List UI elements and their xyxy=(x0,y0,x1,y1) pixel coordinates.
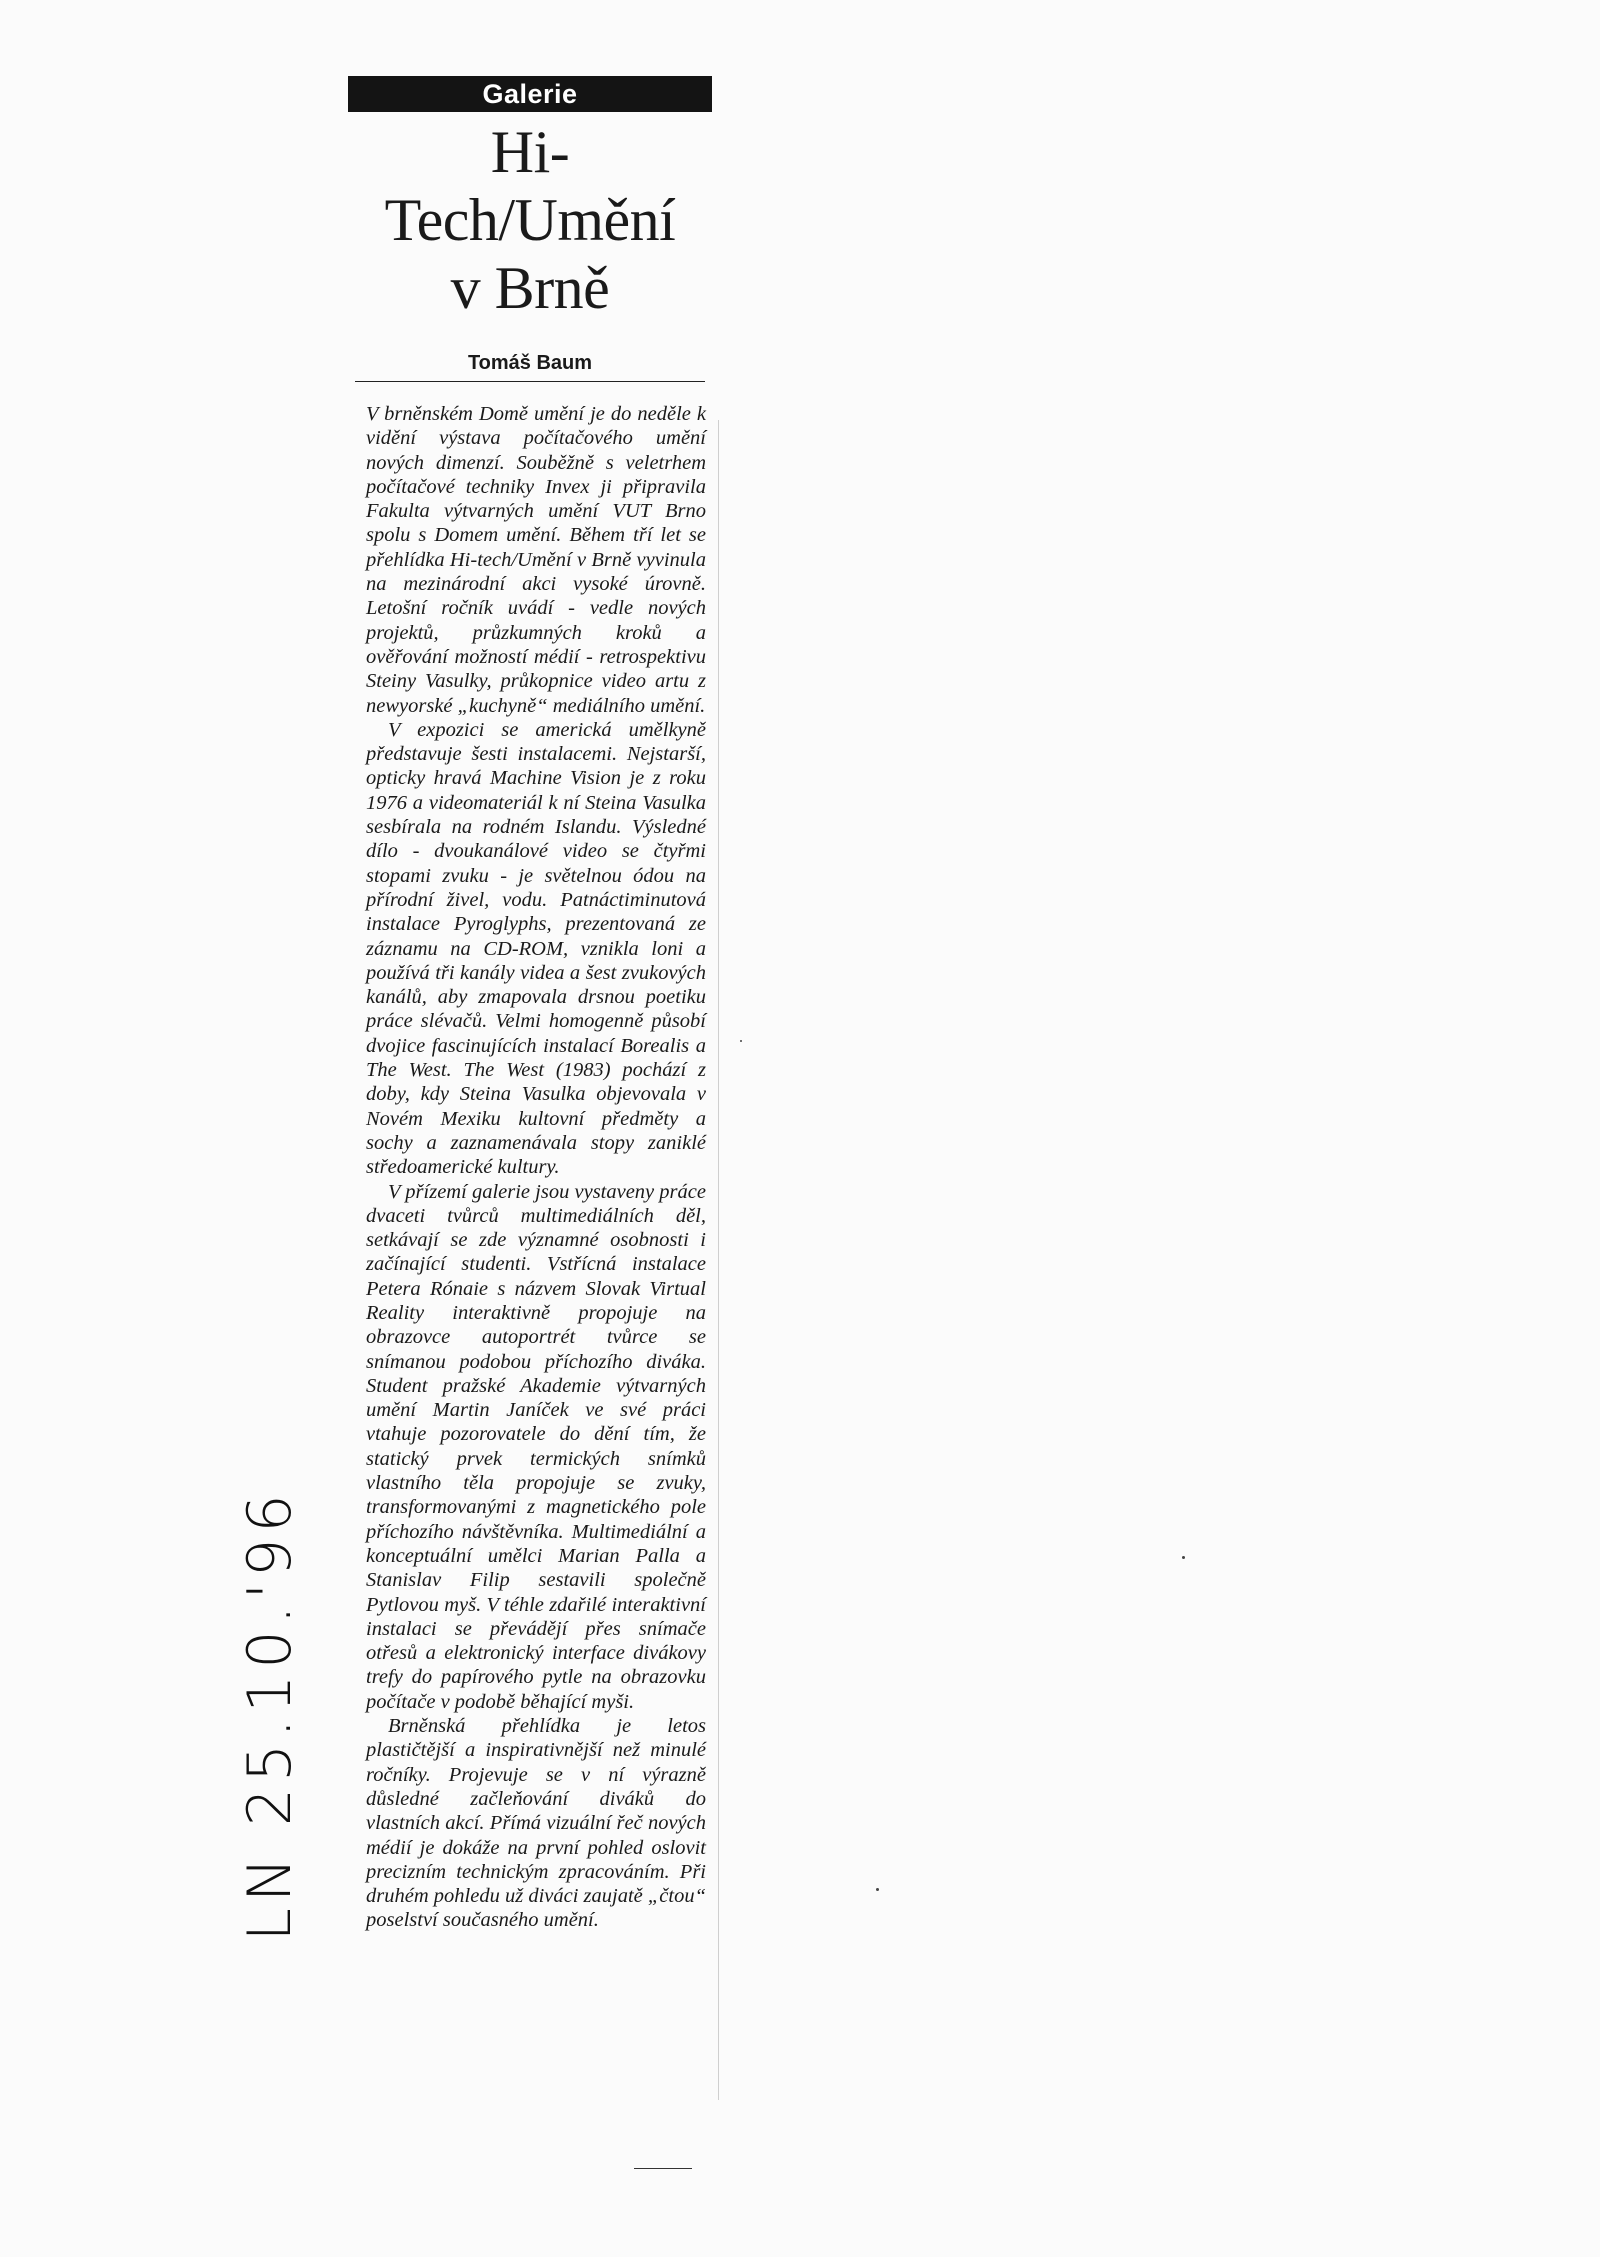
scan-speck xyxy=(740,1040,742,1042)
article-paragraph: V přízemí galerie jsou vystaveny práce dvaceti tvůrců multimediálních děl, setkávají se zde významné osobnosti i začínající studenti. Vstřícná instalace Petera Rónaie s názvem Slovak Virtual Reality interaktivně propojuje na obrazovce autoportrét tvůrce se snímanou podobou příchozího diváka. Student pražské Akademie výtvarných umění Martin Janíček ve své práci vtahuje pozorovatele do dění tím, že statický prvek termických snímků vlastního těla propojuje se zvuky, transformovanými z magnetického pole příchozího návštěvníka. Multimediální a konceptuální umělci Marian Palla a Stanislav Filip sestavili společně Pytlovou myš. V téhle zdařilé interaktivní instalaci se převádějí přes snímače otřesů a elektronický interface divákovy trefy do papírového pytle na obrazovku počítače v podobě běhající myši. xyxy=(366,1180,706,1713)
scan-speck xyxy=(1182,1556,1185,1559)
article-paragraph: V expozici se americká umělkyně představuje šesti instalacemi. Nejstarší, opticky hravá Machine Vision je z roku 1976 a videomateriál k ní Steina Vasulka sesbírala na rodném Islandu. Výsledné dílo - dvoukanálové video se čtyřmi stopami zvuku - je světelnou ódou na přírodní živel, vodu. Patnáctiminutová instalace Pyroglyphs, prezentovaná ze záznamu na CD-ROM, vznikla loni a používá tři kanály videa a šest zvukových kanálů, aby zmapovala drsnou poetiku práce slévačů. Velmi homogenně působí dvojice fascinujících instalací Borealis a The West. The West (1983) pochází z doby, kdy Steina Vasulka objevovala v Novém Mexiku kultovní předměty a sochy a zaznamenávala stopy zaniklé středoamerické kultury. xyxy=(366,718,706,1179)
byline-divider xyxy=(355,381,705,382)
article-paragraph: Brněnská přehlídka je letos plastičtější a inspirativnější než minulé ročníky. Projevuje se v ní výrazně důsledné začleňování diváků do vlastních akcí. Přímá vizuální řeč nových médií je dokáže na první pohled oslovit precizním technickým zpracováním. Při druhém pohledu už diváci zaujatě „čtou“ poselství současného umění. xyxy=(366,1715,706,1932)
article-body xyxy=(348,402,712,1933)
article-headline xyxy=(348,118,712,322)
newspaper-clipping xyxy=(348,76,712,1933)
section-label: Galerie xyxy=(348,76,712,112)
column-cut-line xyxy=(718,420,719,2100)
article-end-rule xyxy=(634,2168,692,2169)
author-byline: Tomáš Baum xyxy=(467,352,593,374)
handwritten-date-note: LN 25.10.'96 xyxy=(235,1488,305,1942)
scan-speck xyxy=(876,1888,879,1891)
headline-line-1: Hi-Tech/Umění xyxy=(384,119,676,253)
article-paragraph: V brněnském Domě umění je do neděle k vidění výstava počítačového umění nových dimenzí. Souběžně s veletrhem počítačové techniky Invex ji připravila Fakulta výtvarných umění VUT Brno spolu s Domem umění. Během tří let se přehlídka Hi-tech/Umění v Brně vyvinula na mezinárodní akci vysoké úrovně. Letošní ročník uvádí - vedle nových projektů, průzkumných kroků a ověřování možností médií - retrospektivu Steiny Vasulky, průkopnice video artu z newyorské „kuchyně“ mediálního umění. xyxy=(366,403,706,717)
headline-line-2: v Brně xyxy=(450,255,610,321)
